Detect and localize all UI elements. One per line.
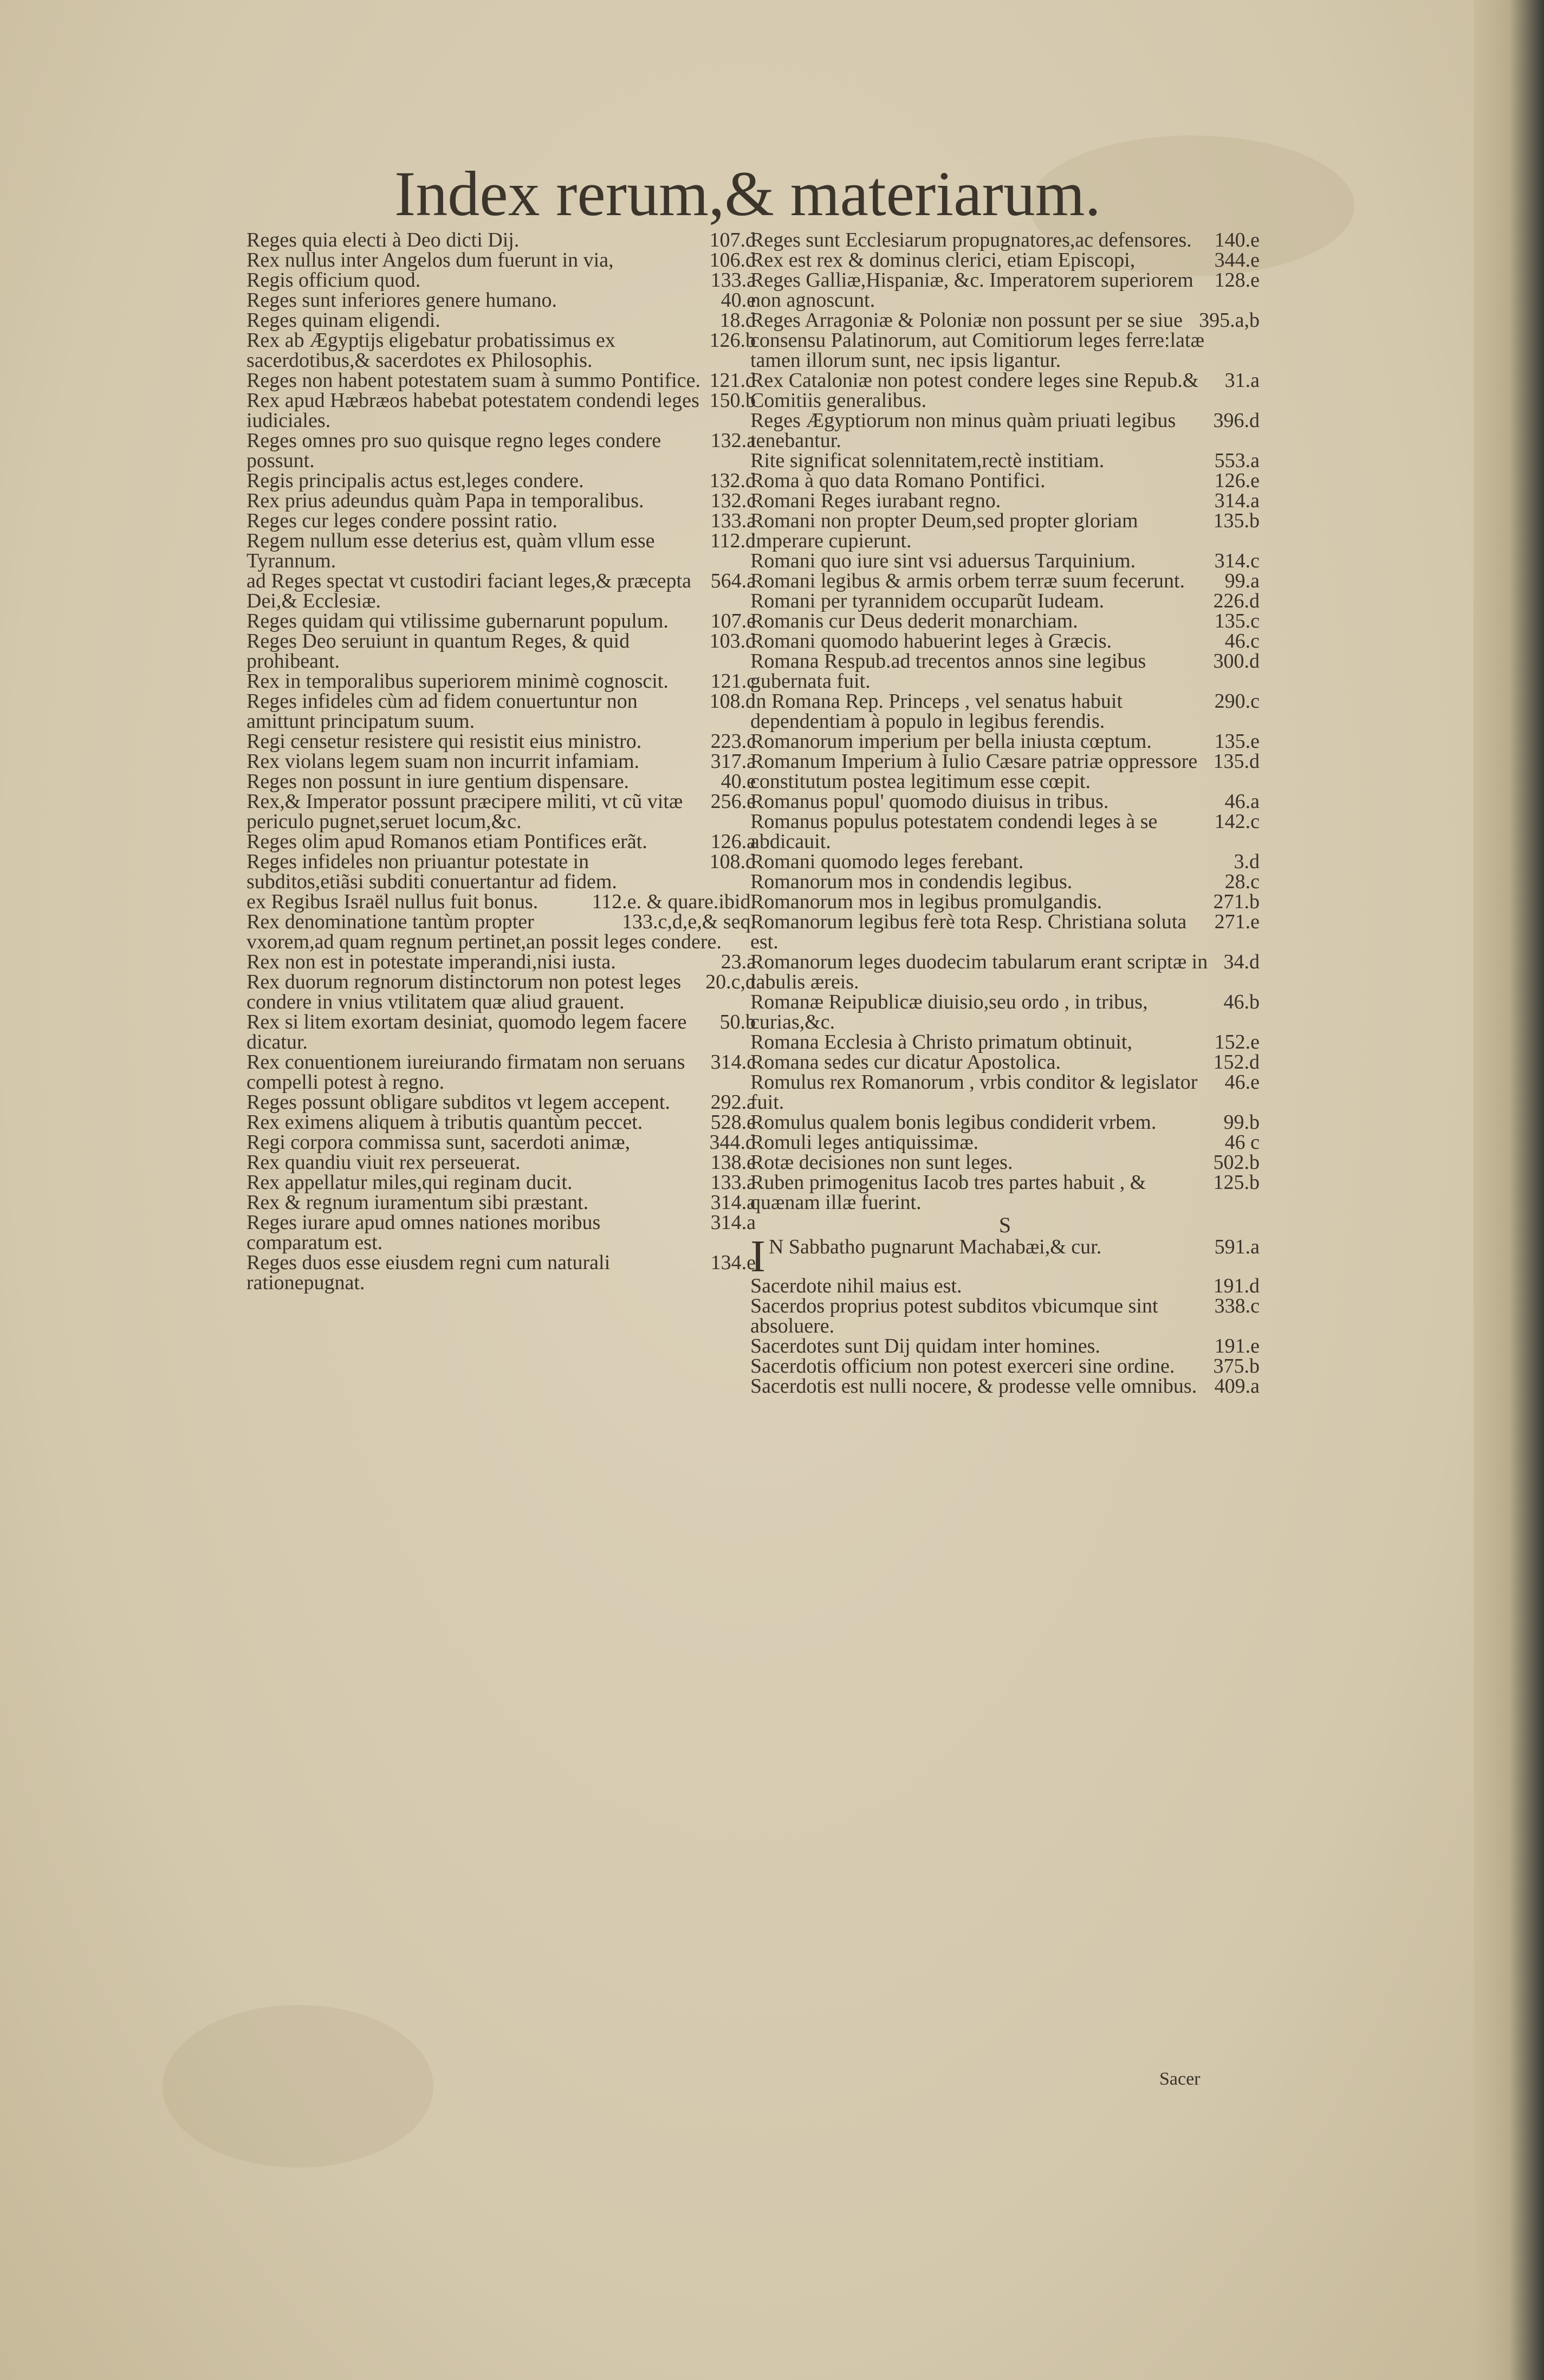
index-entry [750, 1133, 1260, 1153]
entry-text: Romanorum mos in condendis legibus. [750, 870, 1073, 893]
entry-text: Regis officium quod. [246, 269, 421, 292]
index-entry [246, 912, 756, 952]
entry-reference: 528.e [710, 1111, 756, 1134]
entry-reference: 112.d [710, 529, 756, 552]
entry-text: Romani legibus & armis orbem terræ suum fecerunt. [750, 570, 1185, 592]
index-entry [750, 872, 1260, 892]
entry-reference: 3.d [1234, 850, 1260, 873]
entry-text: Sacerdos proprius potest subditos vbicumque sint absoluere. [750, 1295, 1158, 1337]
entry-reference: 126.e [1214, 469, 1260, 492]
entry-reference: 135.e [1214, 730, 1260, 753]
index-entry [750, 1153, 1260, 1173]
entry-text: Reges non habent potestatem suam à summo Pontifice. [246, 369, 700, 392]
entry-text: Sacerdotes sunt Dij quidam inter homines. [750, 1335, 1100, 1357]
right-s-entries [750, 1231, 1260, 1398]
index-entry [750, 1276, 1260, 1296]
page-edge [1474, 0, 1544, 2380]
entry-text: Romani non propter Deum,sed propter gloriam imperare cupierunt. [750, 509, 1138, 552]
entry-reference: 40.e [721, 289, 756, 312]
entry-reference: 107.d [709, 229, 756, 251]
drop-cap: I [750, 1231, 765, 1282]
entry-text: Romulus qualem bonis legibus condiderit vrbem. [750, 1111, 1157, 1134]
entry-text: Rex non est in potestate imperandi,nisi iusta. [246, 950, 616, 973]
entry-text: Rex & regnum iuramentum sibi præstant. [246, 1191, 589, 1214]
index-entry [246, 892, 756, 912]
entry-reference: 314.a [1214, 489, 1260, 512]
entry-text: Ruben primogenitus Iacob tres partes habuit , & quænam illæ fuerint. [750, 1171, 1146, 1214]
entry-reference: 132.d [709, 469, 756, 492]
entry-text: Rex est rex & dominus clerici, etiam Episcopi, [750, 249, 1136, 271]
entry-reference: 46.b [1223, 991, 1260, 1013]
entry-text: Rex si litem exortam desiniat, quomodo legem facere dicatur. [246, 1011, 687, 1053]
entry-reference: 564.a [710, 570, 756, 592]
index-entry [750, 311, 1260, 371]
entry-text: Romanis cur Deus dederit monarchiam. [750, 610, 1078, 632]
entry-text: Reges omnes pro suo quisque regno leges condere possunt. [246, 429, 661, 472]
entry-reference: 344.d [709, 1131, 756, 1154]
entry-text: Reges Galliæ,Hispaniæ, &c. Imperatorem superiorem non agnoscunt. [750, 269, 1193, 312]
entry-reference: 502.b [1213, 1151, 1260, 1174]
index-entry [246, 270, 756, 290]
entry-reference: 317.a [710, 750, 756, 773]
entry-text: Rex eximens aliquem à tributis quantùm peccet. [246, 1111, 643, 1134]
index-entry [750, 892, 1260, 912]
entry-reference: 135.d [1213, 750, 1260, 773]
entry-reference: 50.b [719, 1011, 756, 1033]
entry-reference: 223.c [710, 730, 756, 753]
index-entry [750, 250, 1260, 270]
entry-reference: 138.e [710, 1151, 756, 1174]
entry-reference: 128.e [1214, 269, 1260, 292]
entry-reference: 126.a [710, 830, 756, 853]
entry-text: Regi censetur resistere qui resistit eius ministro. [246, 730, 642, 753]
entry-reference: 28.c [1224, 870, 1260, 893]
entry-text: Reges sunt inferiores genere humano. [246, 289, 557, 312]
index-entry [246, 1133, 756, 1153]
index-entry [750, 451, 1260, 471]
entry-reference: 108.d [709, 690, 756, 713]
entry-text: in Romana Rep. Princeps , vel senatus habuit dependentiam à populo in legibus ferendis. [750, 690, 1123, 733]
entry-reference: 314.c [1214, 549, 1260, 572]
entry-reference: 271.b [1213, 890, 1260, 913]
entry-text: Romanæ Reipublicæ diuisio,seu ordo , in tribus, curias,&c. [750, 991, 1148, 1033]
entry-reference: 314.c [710, 1051, 756, 1073]
index-entry [750, 691, 1260, 732]
index-entry [246, 290, 756, 311]
index-entry [750, 732, 1260, 752]
entry-reference: 409.a [1214, 1375, 1260, 1398]
index-entry [750, 1032, 1260, 1052]
entry-text: Romani per tyrannidem occuparũt Iudeam. [750, 590, 1105, 612]
entry-reference: 140.e [1214, 229, 1260, 251]
entry-text: Rite significat solennitatem,rectè institiam. [750, 449, 1105, 472]
entry-text: Roma à quo data Romano Pontifici. [750, 469, 1046, 492]
entry-text: Sacerdote nihil maius est. [750, 1275, 962, 1297]
index-entry [246, 952, 756, 972]
index-entry [246, 311, 756, 331]
entry-reference: 20.c,d [705, 971, 756, 993]
index-entry [750, 952, 1260, 992]
entry-text: Romanus popul' quomodo diuisus in tribus. [750, 790, 1109, 813]
index-entry [750, 270, 1260, 311]
index-entry [246, 732, 756, 752]
entry-text: Regi corpora commissa sunt, sacerdoti animæ, [246, 1131, 631, 1154]
entry-text: Rex duorum regnorum distinctorum non potest leges condere in vnius vtilitatem quæ aliud grauent. [246, 971, 682, 1013]
index-entry [246, 772, 756, 792]
right-r-entries [750, 230, 1260, 1213]
index-entry [750, 371, 1260, 411]
index-entry [246, 371, 756, 391]
entry-text: Reges infideles cùm ad fidem conuertuntur non amittunt principatum suum. [246, 690, 638, 733]
entry-text: Reges Ægyptiorum non minus quàm priuati legibus tenebantur. [750, 409, 1176, 452]
entry-text: Rex quandiu viuit rex perseuerat. [246, 1151, 521, 1174]
entry-text: Romana Respub.ad trecentos annos sine legibus gubernata fuit. [750, 650, 1146, 693]
index-entry [246, 431, 756, 471]
entry-text: Romulus rex Romanorum , vrbis conditor & legislator fuit. [750, 1071, 1198, 1114]
entry-text: Rex denominatione tantùm propter vxorem,ad quam regnum pertinet,an possit leges condere. [246, 910, 722, 953]
entry-text: Romanorum imperium per bella iniusta cœptum. [750, 730, 1152, 753]
index-entry [750, 230, 1260, 250]
entry-reference: 132.a [710, 429, 756, 452]
entry-text: Reges Deo seruiunt in quantum Reges, & quid prohibeant. [246, 630, 630, 672]
entry-reference: 108.d [709, 850, 756, 873]
entry-reference: 99.b [1223, 1111, 1260, 1134]
entry-reference: 125.b [1213, 1171, 1260, 1194]
entry-reference: 46.a [1224, 790, 1260, 813]
entry-reference: 34.d [1223, 950, 1260, 973]
index-entry [246, 391, 756, 431]
entry-reference: 338.c [1214, 1295, 1260, 1317]
entry-reference: 126.b [709, 329, 756, 352]
entry-text: Romuli leges antiquissimæ. [750, 1131, 979, 1154]
entry-text: Reges iurare apud omnes nationes moribus comparatum est. [246, 1211, 601, 1254]
index-entry [750, 1052, 1260, 1072]
entry-text: Romanorum legibus ferè tota Resp. Christiana soluta est. [750, 910, 1187, 953]
index-entry [246, 691, 756, 732]
entry-text: Rotæ decisiones non sunt leges. [750, 1151, 1013, 1174]
entry-reference: 107.e [710, 610, 756, 632]
catchword: Sacer [1159, 2069, 1201, 2089]
index-entry [246, 1253, 756, 1293]
entry-text: Reges quia electi à Deo dicti Dij. [246, 229, 520, 251]
index-entry [246, 832, 756, 852]
entry-reference: 121.c [710, 670, 756, 693]
index-entry [750, 1376, 1260, 1396]
entry-reference: 191.e [1214, 1335, 1260, 1357]
index-entry [750, 1231, 1260, 1282]
index-entry [750, 1296, 1260, 1336]
entry-reference: 375.b [1213, 1355, 1260, 1377]
index-entry [246, 1092, 756, 1113]
entry-text: Sacerdotis est nulli nocere, & prodesse velle omnibus. [750, 1375, 1197, 1398]
entry-text: Rex conuentionem iureiurando firmatam non seruans compelli potest à regno. [246, 1051, 685, 1094]
entry-text: Reges possunt obligare subditos vt legem accepent. [246, 1091, 670, 1114]
entry-reference: 271.e [1214, 910, 1260, 933]
entry-reference: 46.c [1224, 630, 1260, 652]
entry-reference: 152.d [1213, 1051, 1260, 1073]
entry-reference: 46.e [1224, 1071, 1260, 1094]
paper-stain [163, 2005, 433, 2168]
entry-reference: 344.e [1214, 249, 1260, 271]
entry-text: Regis principalis actus est,leges condere. [246, 469, 584, 492]
index-entry [246, 511, 756, 531]
entry-text: Rex appellatur miles,qui reginam ducit. [246, 1171, 573, 1194]
entry-text: Reges quidam qui vtilissime gubernarunt populum. [246, 610, 669, 632]
entry-reference: 133.a [710, 509, 756, 532]
index-entry [750, 491, 1260, 511]
index-entry [246, 852, 756, 892]
entry-text: Romanorum leges duodecim tabularum erant scriptæ in tabulis æreis. [750, 950, 1208, 993]
entry-reference: 135.b [1213, 509, 1260, 532]
index-entry [246, 1153, 756, 1173]
entry-reference: 133.c,d,e,& seq. [622, 910, 756, 933]
index-entry [750, 812, 1260, 852]
entry-text: Rex ab Ægyptijs eligebatur probatissimus ex sacerdotibus,& sacerdotes ex Philosophis. [246, 329, 615, 372]
entry-reference: 23.a [721, 950, 756, 973]
entry-text: Rex nullus inter Angelos dum fuerunt in via, [246, 249, 614, 271]
entry-reference: 152.e [1214, 1031, 1260, 1053]
index-column-right [750, 230, 1260, 1396]
index-entry [246, 1113, 756, 1133]
index-column-left [246, 230, 756, 1293]
entry-reference: 112.e. & quare.ibid. [592, 890, 756, 913]
index-entry [246, 792, 756, 832]
entry-reference: 46 c [1224, 1131, 1260, 1154]
index-entry [750, 1072, 1260, 1113]
entry-reference: 314.a [710, 1191, 756, 1214]
entry-text: Romanorum mos in legibus promulgandis. [750, 890, 1102, 913]
index-entry [246, 531, 756, 571]
entry-text: Romani quomodo habuerint leges à Græcis. [750, 630, 1112, 652]
entry-text: Reges sunt Ecclesiarum propugnatores,ac defensores. [750, 229, 1192, 251]
entry-text: Reges quinam eligendi. [246, 309, 440, 332]
entry-reference: 395.a,b [1199, 309, 1260, 332]
entry-reference: 99.a [1224, 570, 1260, 592]
entry-reference: 142.c [1214, 810, 1260, 833]
entry-text: Reges olim apud Romanos etiam Pontifices erãt. [246, 830, 647, 853]
index-entry [246, 571, 756, 611]
entry-reference: 135.c [1214, 610, 1260, 632]
index-entry [246, 230, 756, 250]
entry-reference: 31.a [1224, 369, 1260, 392]
entry-text: Romani Reges iurabant regno. [750, 489, 1001, 512]
index-entry [750, 1173, 1260, 1213]
index-entry [246, 631, 756, 671]
entry-text: ad Reges spectat vt custodiri faciant leges,& præcepta Dei,& Ecclesiæ. [246, 570, 691, 612]
entry-reference: 191.d [1213, 1275, 1260, 1297]
index-entry [246, 972, 756, 1012]
index-entry [750, 611, 1260, 631]
index-entry [246, 1052, 756, 1092]
entry-text: Reges infideles non priuantur potestate in subditos,etiãsi subditi conuertantur ad fidem. [246, 850, 617, 893]
index-entry [750, 651, 1260, 691]
index-entry [750, 852, 1260, 872]
entry-text: Rex Cataloniæ non potest condere leges sine Repub.& Comitiis generalibus. [750, 369, 1199, 412]
entry-reference: 256.e [710, 790, 756, 813]
index-entry [246, 1213, 756, 1253]
index-entry [750, 1113, 1260, 1133]
index-entry [246, 250, 756, 270]
entry-reference: 290.c [1214, 690, 1260, 713]
entry-text: Reges cur leges condere possint ratio. [246, 509, 558, 532]
entry-reference: 18.d [719, 309, 756, 332]
index-entry [750, 992, 1260, 1032]
index-entry [750, 912, 1260, 952]
index-entry [750, 551, 1260, 571]
index-entry [750, 411, 1260, 451]
entry-reference: 40.e [721, 770, 756, 793]
entry-text: Romani quomodo leges ferebant. [750, 850, 1024, 873]
entry-text: Regem nullum esse deterius est, quàm vllum esse Tyrannum. [246, 529, 655, 572]
index-entry [750, 752, 1260, 792]
entry-reference: 300.d [1213, 650, 1260, 672]
entry-text: Reges Arragoniæ & Poloniæ non possunt per se siue consensu Palatinorum, aut Comitiorum leges ferre:latæ tamen illorum sunt, nec ipsis ligantur. [750, 309, 1204, 372]
index-entry [750, 591, 1260, 611]
entry-reference: 591.a [1214, 1236, 1260, 1258]
index-entry [246, 611, 756, 631]
index-entry [750, 471, 1260, 491]
page-title: Index rerum,& materiarum. [394, 158, 1101, 229]
entry-reference: 396.d [1213, 409, 1260, 432]
entry-reference: 121.d [709, 369, 756, 392]
entry-text: Romanum Imperium à Iulio Cæsare patriæ oppressore constitutum postea legitimum esse cœpit. [750, 750, 1198, 793]
entry-text: Romana sedes cur dicatur Apostolica. [750, 1051, 1061, 1073]
index-entry [750, 511, 1260, 551]
section-letter: S [998, 1213, 1011, 1237]
entry-text: Rex prius adeundus quàm Papa in temporalibus. [246, 489, 644, 512]
index-entry [246, 1173, 756, 1193]
index-entry [246, 1193, 756, 1213]
entry-reference: 133.a [710, 1171, 756, 1194]
entry-reference: 226.d [1213, 590, 1260, 612]
index-entry [750, 631, 1260, 651]
index-entry [246, 671, 756, 691]
entry-reference: 150.b [709, 389, 756, 412]
entry-text: Rex apud Hæbræos habebat potestatem condendi leges iudiciales. [246, 389, 699, 432]
entry-reference: 553.a [1214, 449, 1260, 472]
index-entry [246, 471, 756, 491]
entry-reference: 106.d [709, 249, 756, 271]
index-entry [750, 1356, 1260, 1376]
entry-text: Rex,& Imperator possunt præcipere militi, vt cũ vitæ periculo pugnet,seruet locum,&c. [246, 790, 683, 833]
index-entry [246, 752, 756, 772]
index-entry [750, 571, 1260, 591]
entry-text: Romanus populus potestatem condendi leges à se abdicauit. [750, 810, 1158, 853]
entry-text: Romani quo iure sint vsi aduersus Tarquinium. [750, 549, 1136, 572]
entry-reference: 103.d [709, 630, 756, 652]
entry-text: N Sabbatho pugnarunt Machabæi,& cur. [768, 1236, 1102, 1258]
index-entry [246, 491, 756, 511]
index-entry [750, 792, 1260, 812]
entry-text: Rex violans legem suam non incurrit infamiam. [246, 750, 640, 773]
index-entry [246, 331, 756, 371]
entry-reference: 132.c [710, 489, 756, 512]
entry-text: Sacerdotis officium non potest exerceri sine ordine. [750, 1355, 1175, 1377]
index-entry [246, 1012, 756, 1052]
entry-reference: 133.a [710, 269, 756, 292]
index-entry [750, 1336, 1260, 1356]
entry-reference: 134.e [710, 1251, 756, 1274]
entry-reference: 292.a [710, 1091, 756, 1114]
entry-text: Reges duos esse eiusdem regni cum naturali rationepugnat. [246, 1251, 611, 1294]
entry-reference: 314.a [710, 1211, 756, 1234]
entry-text: ex Regibus Israël nullus fuit bonus. [246, 890, 539, 913]
entry-text: Reges non possunt in iure gentium dispensare. [246, 770, 630, 793]
entry-text: Rex in temporalibus superiorem minimè cognoscit. [246, 670, 669, 693]
entry-text: Romana Ecclesia à Christo primatum obtinuit, [750, 1031, 1132, 1053]
